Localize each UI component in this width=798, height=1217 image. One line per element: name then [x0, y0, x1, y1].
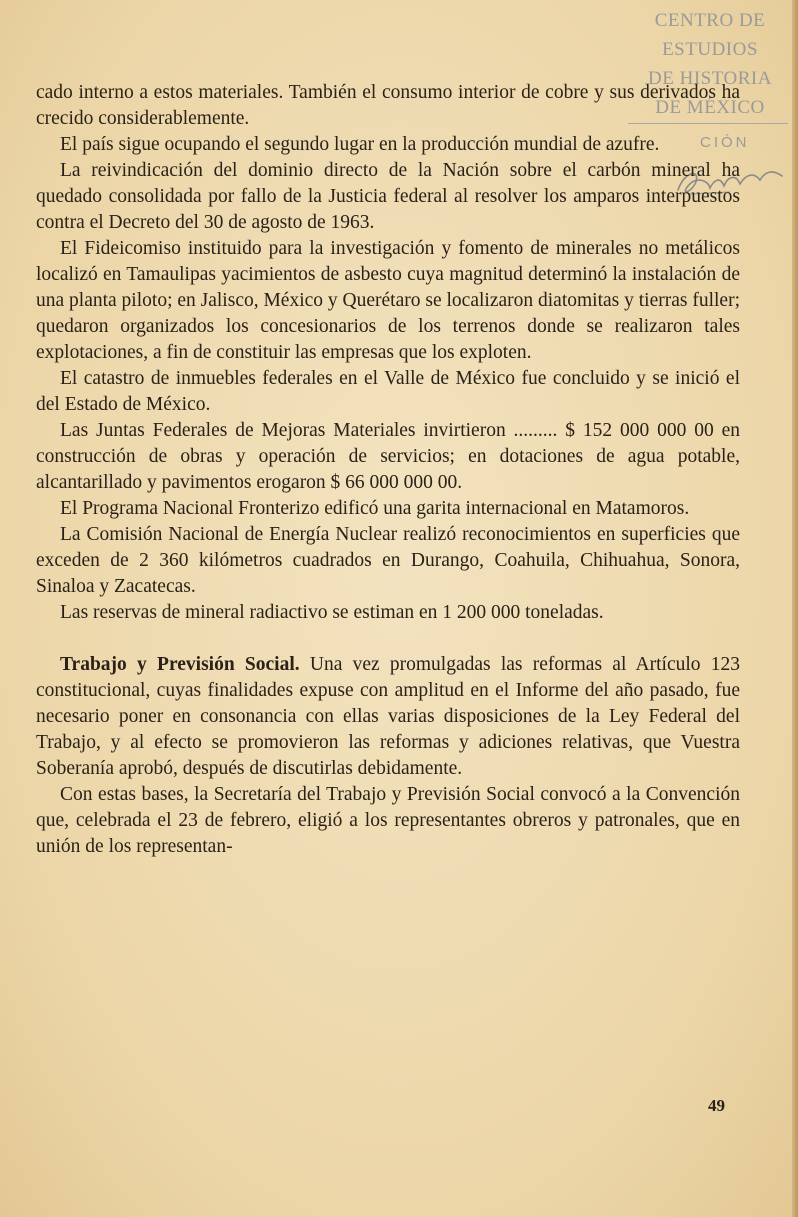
stamp-line-4: DE MÉXICO [655, 97, 765, 118]
page-edge [792, 0, 798, 1217]
paragraph-9: Las reservas de mineral radiactivo se estiman en 1 200 000 toneladas. [60, 602, 604, 623]
section-heading: Trabajo y Previsión Social. [60, 654, 300, 675]
stamp-line-1: CENTRO DE [654, 10, 766, 31]
paragraph-7: El Programa Nacional Fronterizo edificó una garita internacional en Matamoros. [60, 498, 690, 519]
paragraph-3: La reivindicación del dominio directo de la Nación sobre el carbón mineral ha quedado consolidada por fallo de la Justicia federal al resolver los amparos interpuestos contra el Decreto del 30 de agosto de 1963. [36, 160, 740, 233]
paragraph-5: El catastro de inmuebles federales en el Valle de México fue concluido y se inició el del Estado de México. [36, 368, 740, 415]
page-number: 49 [708, 1096, 725, 1115]
paragraph-1: cado interno a estos materiales. También el consumo interior de cobre y sus derivados ha crecido considerablemente. [36, 82, 740, 129]
stamp-line-3: DE HISTORIA [648, 68, 772, 89]
paragraph-2: El país sigue ocupando el segundo lugar en la producción mundial de azufre. [60, 134, 660, 155]
section-text: Una vez promulgadas las reformas al Artículo 123 constitucional, cuyas finalidades expuse con amplitud en el Informe del año pasado, fue necesario poner en consonancia con ellas varias disposiciones de la Ley Federal del Trabajo, y al efecto se promovieron las reformas y adiciones relativas, que Vuestra Soberanía aprobó, después de discutirlas debidamente. [36, 654, 740, 779]
paragraph-6: Las Juntas Federales de Mejoras Materiales invirtieron ......... $ 152 000 000 00 en construcción de obras y operación de servicios; en dotaciones de agua potable, alcantarillado y pavimentos erogaron $ 66 000 000 00. [36, 420, 740, 493]
stamp-side-text: CIÓN [700, 134, 750, 151]
paragraph-11: Con estas bases, la Secretaría del Trabajo y Previsión Social convocó a la Convención que, celebrada el 23 de febrero, eligió a los representantes obreros y patronales, que en unión de los representan- [36, 784, 740, 857]
paragraph-8: La Comisión Nacional de Energía Nuclear realizó reconocimientos en superficies que exceden de 2 360 kilómetros cuadrados en Durango, Coahuila, Chihuahua, Sonora, Sinaloa y Zacatecas. [36, 524, 740, 597]
body-text [36, 80, 740, 860]
stamp-line-2: ESTUDIOS [662, 39, 758, 60]
paragraph-10 [36, 652, 740, 782]
paragraph-4: El Fideicomiso instituido para la investigación y fomento de minerales no metálicos localizó en Tamaulipas yacimientos de asbesto cuya magnitud determinó la instalación de una planta piloto; en Jalisco, México y Querétaro se localizaron diatomitas y tierras fuller; quedaron organizados los concesionarios de los terrenos donde se realizaron tales explotaciones, a fin de constituir las empresas que los exploten. [36, 238, 740, 363]
